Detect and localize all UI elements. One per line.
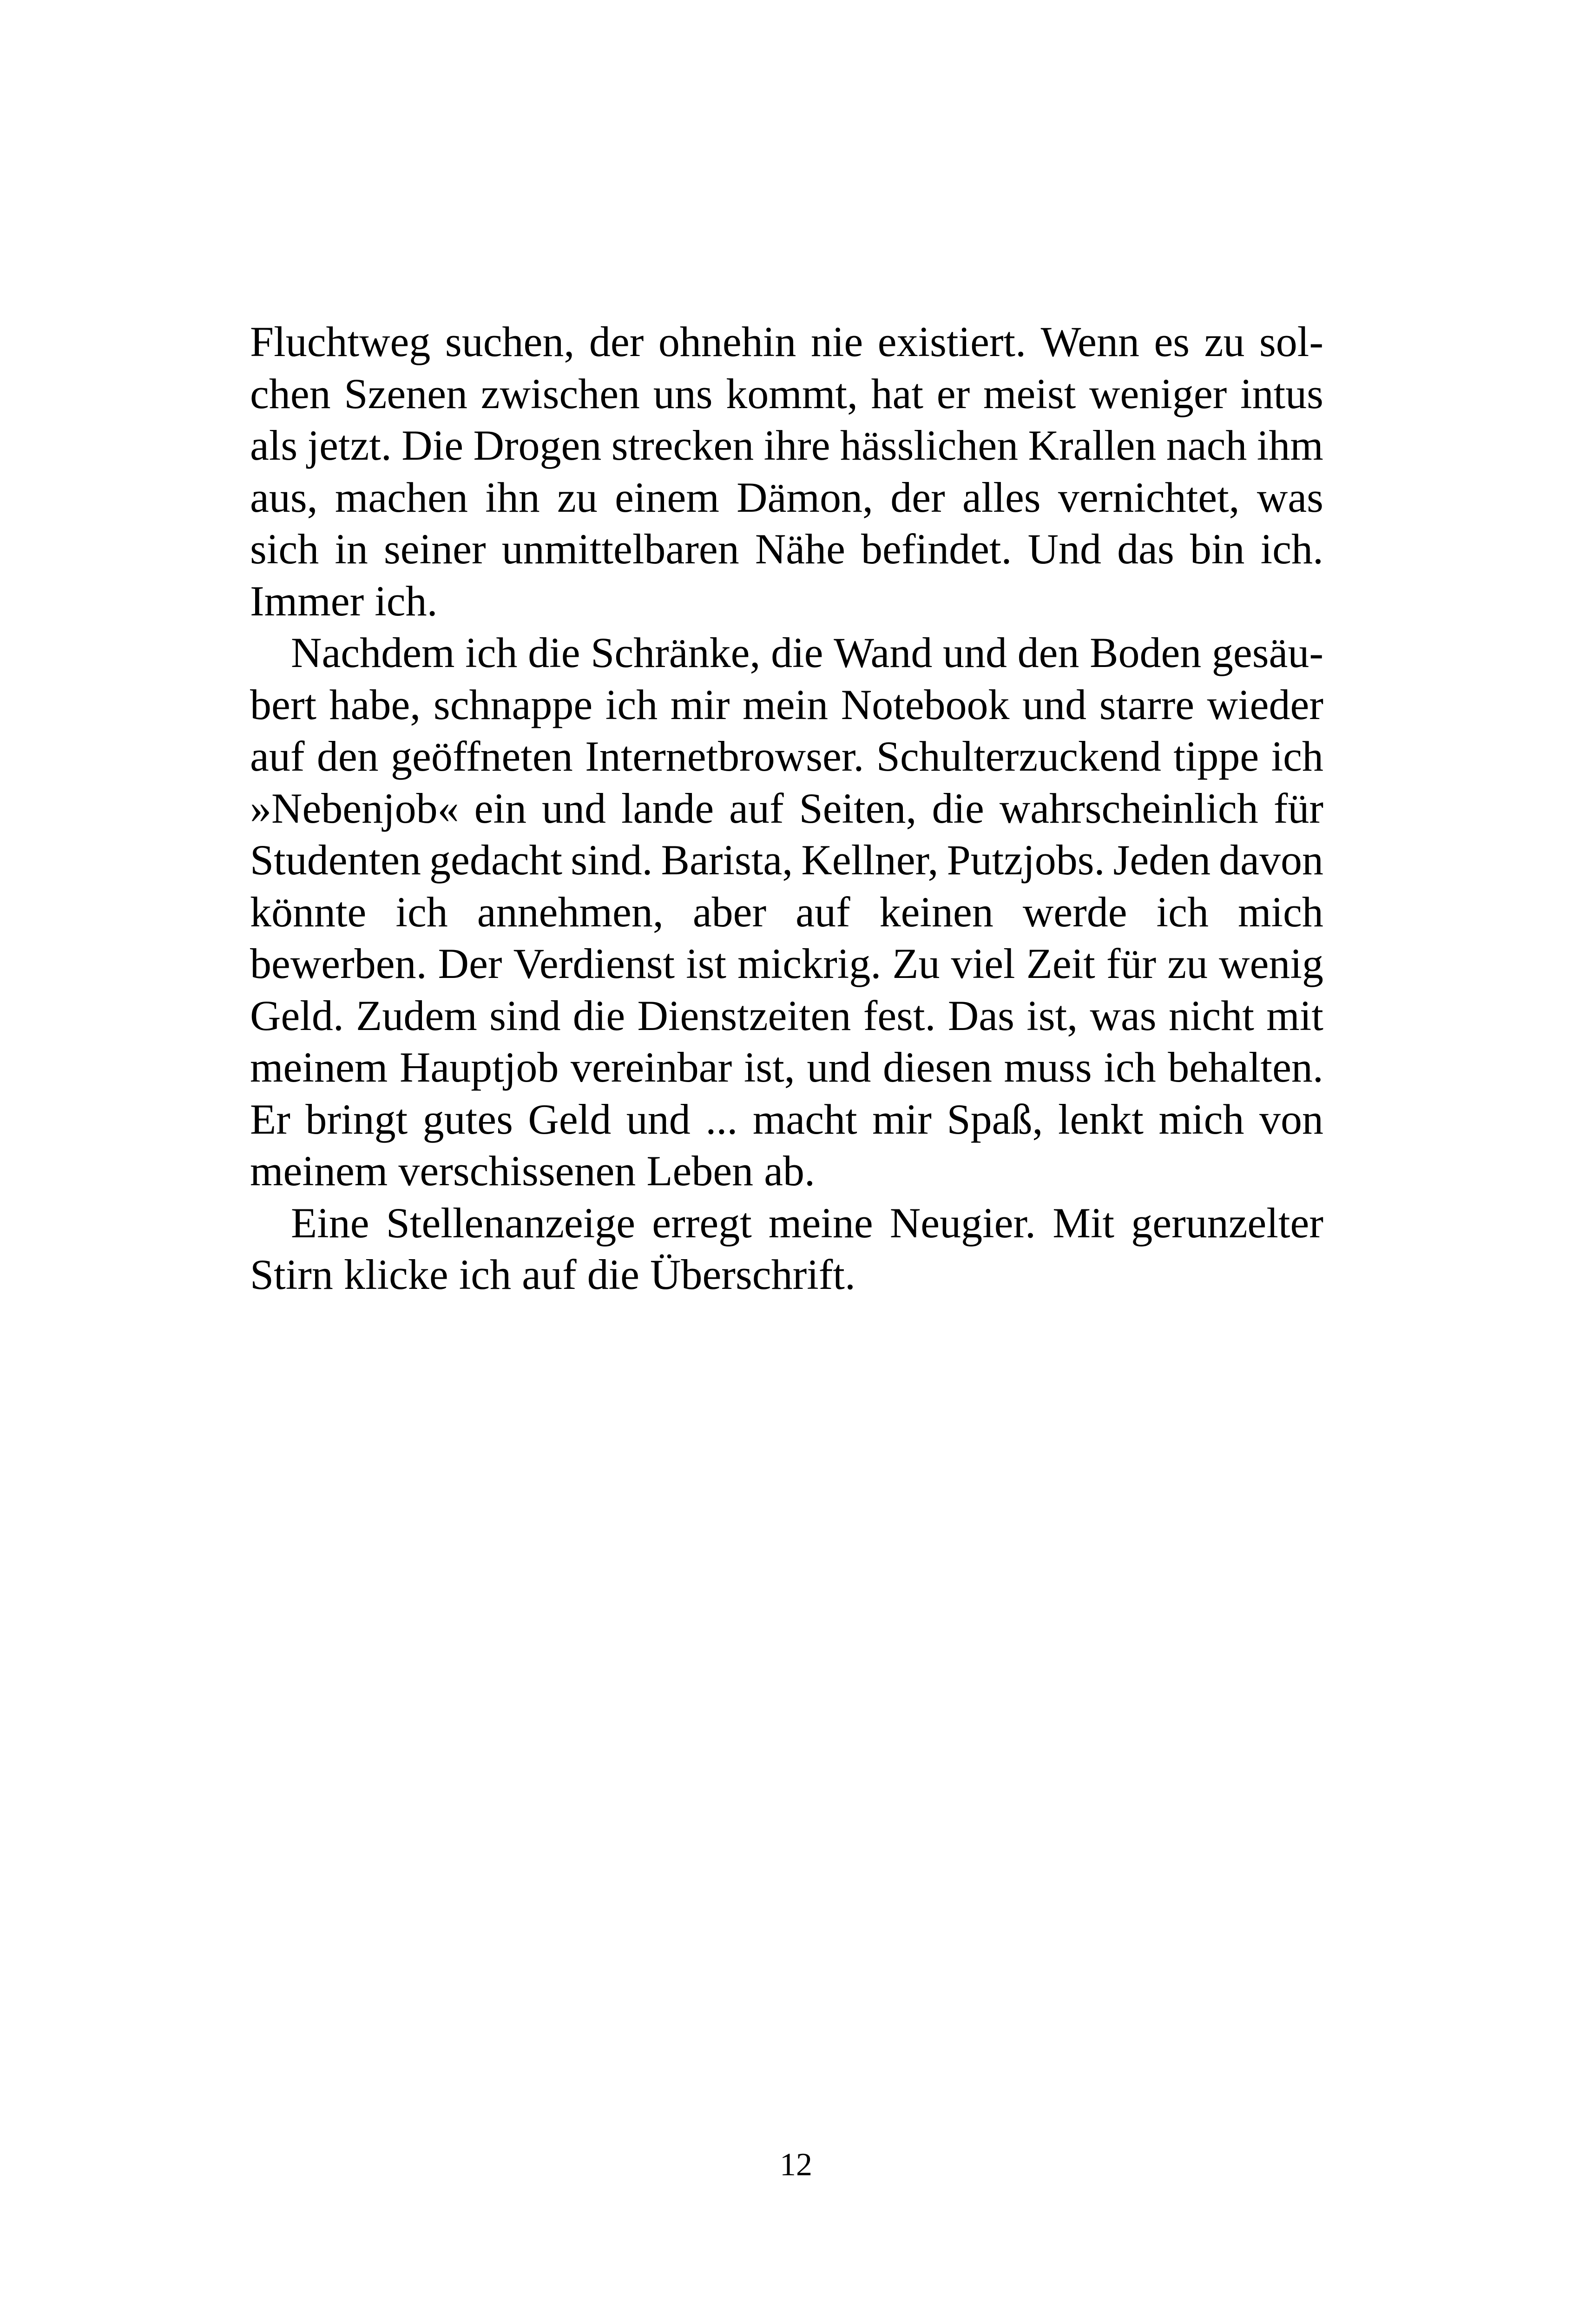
text-line: Er bringt gutes Geld und ... macht mir Spaß, lenkt mich von [250, 1095, 1323, 1143]
text-line: Stirn klicke ich auf die Überschrift. [250, 1251, 855, 1298]
text-line: Fluchtweg suchen, der ohnehin nie existiert. Wenn es zu sol- [250, 318, 1323, 365]
text-line: sich in seiner unmittelbaren Nähe befindet. Und das bin ich. [250, 525, 1323, 573]
text-line: bewerben. Der Verdienst ist mickrig. Zu viel Zeit für zu wenig [250, 940, 1323, 987]
text-line: Studenten gedacht sind. Barista, Kellner, Putzjobs. Jeden davon [250, 836, 1323, 884]
text-line: Geld. Zudem sind die Dienstzeiten fest. Das ist, was nicht mit [250, 991, 1323, 1039]
body-text [250, 316, 1323, 1301]
text-line: bert habe, schnappe ich mir mein Notebook und starre wieder [250, 680, 1323, 728]
text-line: Nachdem ich die Schränke, die Wand und den Boden gesäu- [291, 629, 1323, 676]
text-line: meinem Hauptjob vereinbar ist, und diesen muss ich behalten. [250, 1043, 1323, 1091]
text-line: Immer ich. [250, 577, 438, 625]
text-line: aus, machen ihn zu einem Dämon, der alles vernichtet, was [250, 473, 1323, 521]
text-line: meinem verschissenen Leben ab. [250, 1147, 816, 1195]
text-line: »Nebenjob« ein und lande auf Seiten, die wahrscheinlich für [250, 784, 1323, 832]
page-number: 12 [780, 2147, 812, 2183]
text-line: chen Szenen zwischen uns kommt, hat er meist weniger intus [250, 370, 1323, 417]
text-line: Eine Stellenanzeige erregt meine Neugier. Mit gerunzelter [291, 1199, 1323, 1247]
text-line: auf den geöffneten Internetbrowser. Schulterzuckend tippe ich [250, 733, 1323, 780]
text-line: als jetzt. Die Drogen strecken ihre hässlichen Krallen nach ihm [250, 422, 1323, 469]
text-line: könnte ich annehmen, aber auf keinen werde ich mich [250, 888, 1323, 936]
